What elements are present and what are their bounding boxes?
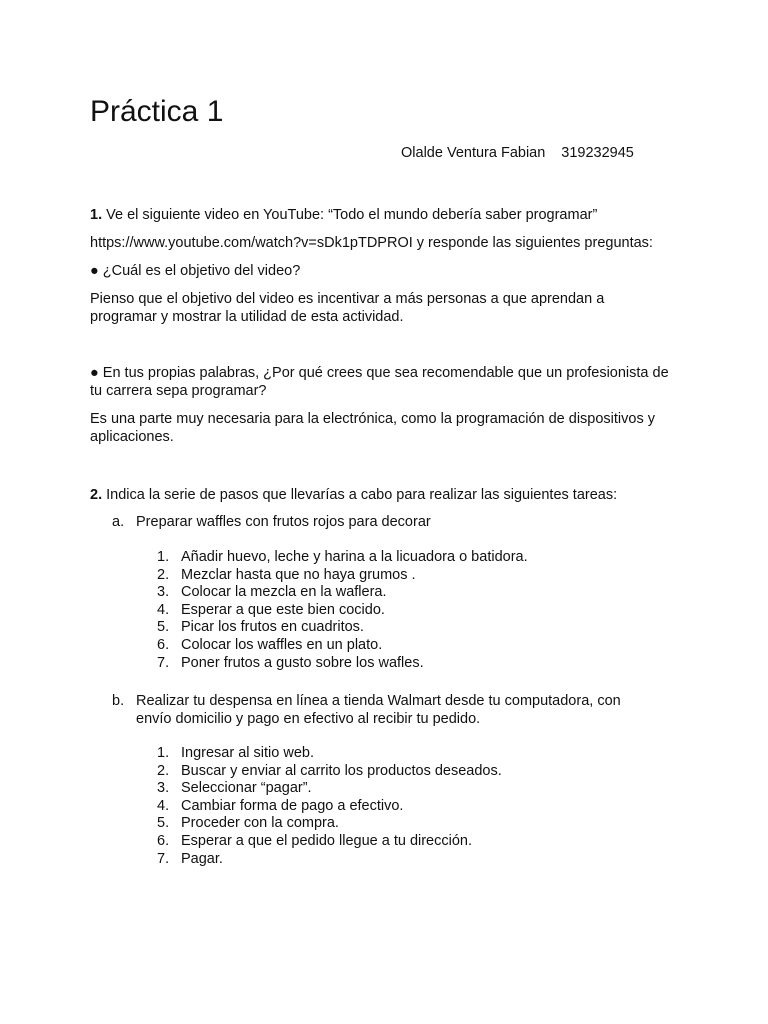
list-item: 1. Añadir huevo, leche y harina a la licuadora o batidora.: [157, 549, 528, 565]
question-1-prompt: [90, 206, 690, 224]
list-item: 3. Colocar la mezcla en la waflera.: [157, 584, 387, 601]
list-item: 2. Buscar y enviar al carrito los productos deseados.: [157, 762, 502, 779]
task-a-label: a.: [112, 514, 125, 530]
list-item: 5. Picar los frutos en cuadritos.: [157, 619, 364, 636]
question-1-text: Ve el siguiente video en YouTube: “Todo el mundo debería saber programar”: [106, 207, 598, 223]
task-b-label: b.: [112, 693, 125, 709]
list-item: 1. Ingresar al sitio web.: [157, 745, 314, 761]
video-link-line: https://www.youtube.com/watch?v=sDk1pTDPROI y responde las siguientes preguntas:: [90, 235, 653, 251]
task-a-steps: [150, 549, 528, 672]
document-title: Práctica 1: [90, 95, 224, 128]
list-item: 5. Proceder con la compra.: [157, 815, 339, 832]
list-item: 4. Esperar a que este bien cocido.: [157, 601, 385, 618]
question-2-text: Indica la serie de pasos que llevarías a cabo para realizar las siguientes tareas:: [106, 487, 618, 503]
question-1-answer-1: Pienso que el objetivo del video es incentivar a más personas a que aprendan a programar y mostrar la utilidad de esta actividad.: [90, 291, 605, 325]
author-line: [401, 144, 634, 162]
student-id: 319232945: [561, 145, 634, 161]
author-name: Olalde Ventura Fabian: [401, 145, 546, 161]
list-item: 4. Cambiar forma de pago a efectivo.: [157, 797, 404, 814]
task-b-steps: [150, 745, 502, 868]
list-item: 6. Esperar a que el pedido llegue a tu dirección.: [157, 832, 472, 849]
list-item: 3. Seleccionar “pagar”.: [157, 780, 312, 797]
list-item: 7. Poner frutos a gusto sobre los wafles.: [157, 654, 424, 671]
question-1-bullet-1: ● ¿Cuál es el objetivo del video?: [90, 263, 301, 279]
list-item: 6. Colocar los waffles en un plato.: [157, 636, 383, 653]
question-2-number: 2.: [90, 487, 103, 503]
question-1-number: 1.: [90, 207, 103, 223]
question-1-bullet-2: ● En tus propias palabras, ¿Por qué crees que sea recomendable que un profesionista de tu carrera sepa programar?: [90, 365, 669, 399]
task-a-text: Preparar waffles con frutos rojos para decorar: [136, 514, 431, 530]
list-item: 2. Mezclar hasta que no haya grumos .: [157, 566, 416, 583]
task-b-text: Realizar tu despensa en línea a tienda Walmart desde tu computadora, con envío domicilio y pago en efectivo al recibir tu pedido.: [136, 693, 621, 727]
list-item: 7. Pagar.: [157, 850, 223, 867]
question-1-answer-2: Es una parte muy necesaria para la electrónica, como la programación de dispositivos y aplicaciones.: [90, 411, 655, 445]
question-2-prompt: [90, 486, 690, 504]
